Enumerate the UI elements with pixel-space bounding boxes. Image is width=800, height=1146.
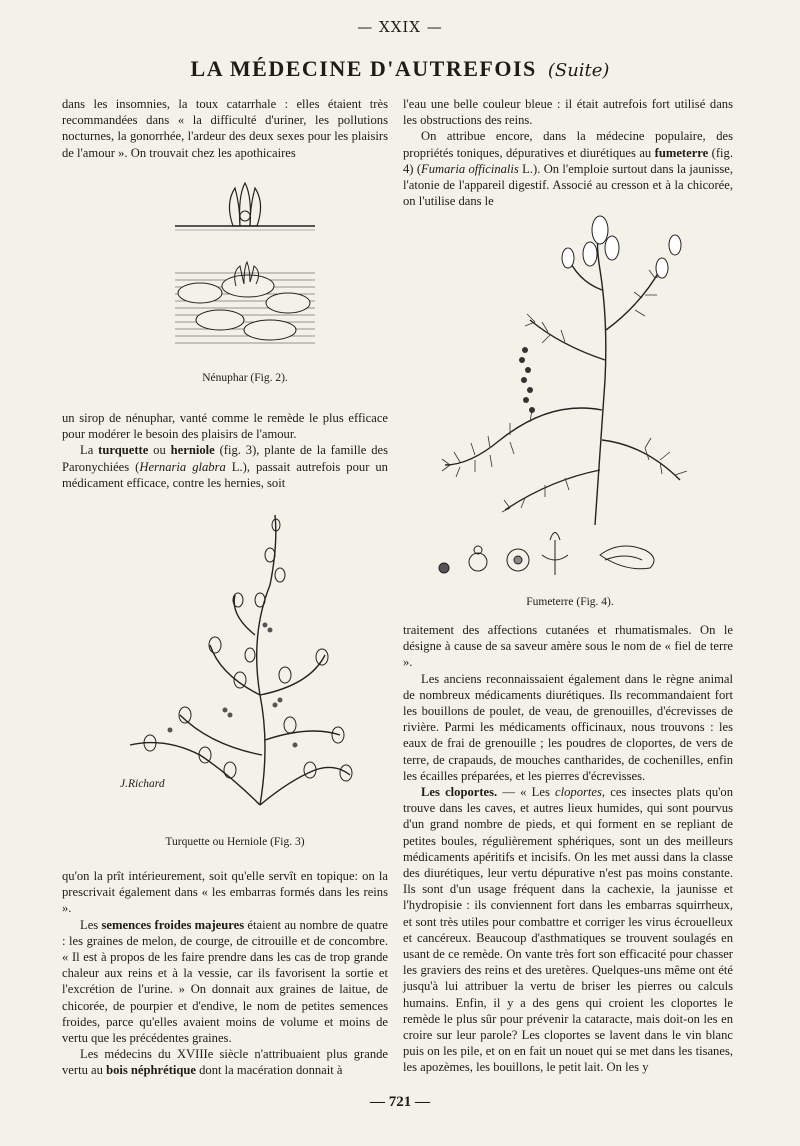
right-col-bottom [403,622,733,1076]
term-herniole: herniole [170,443,215,458]
right-paragraph-4: Les anciens reconnaissaient également dans le règne animal de nombreux médicaments diurétiques. Ils recommandaient fort les bouillons de poulet, de veau, de grenouilles, d'écrevisses de rivière. Parmi les médicaments officinaux, nous trouvons : les eaux de frai de grenouille ; les poudres de cloportes, de vers de terre, de crapauds, de mouches cantharides, de cochenilles, enfin les écailles préparées, et les pierres d'écrevisses. [403,671,733,783]
text-run: L.). On l'emploie surtout dans la jaunisse, l'atonie de l'appareil digestif. Associé au cresson et à la chicorée, on l'utilise dans le [403,161,733,209]
right-paragraph-2 [403,128,733,209]
right-col-top [403,96,733,209]
text-run: Les médecins du XVIIIe siècle n'attribuaient plus grande vertu au [62,1047,388,1078]
text-run: Les [80,917,102,932]
fig3-caption: Turquette ou Herniole (Fig. 3) [165,836,305,848]
text-run: étaient au nombre de quatre : les graines de melon, de courge, de citrouille et de concombre. « Il est à propos de les faire prendre dans les cas de trop grande chaleur aux reins et à la vessie, car ils favorisent la sortie et l'excrétion de l'urine. » On donnait aux graines de laitue, de chicorée, de pourpier et d'endive, le nom de petites semences froides, parce qu'elles avaient moins de volume et moins de vertu que les précédentes graines. [62,917,389,1046]
page-number: — 721 — [370,1094,430,1110]
right-paragraph-3: traitement des affections cutanées et rhumatismales. On le désigne à cause de sa saveur amère sous le nom de « fiel de terre ». [403,623,733,670]
left-col-top [62,96,388,161]
left-paragraph-2: un sirop de nénuphar, vanté comme le remède le plus efficace pour modérer le besoin des plaisirs de l'amour. [62,411,388,442]
fig2-caption: Nénuphar (Fig. 2). [202,372,288,384]
text-run: (fig. 4) ( [403,145,733,176]
left-paragraph-4: qu'on la prît intérieurement, soit qu'elle servît en topique: on la prescrivait également dans « les embarras formés dans les reins ». [62,869,388,916]
title-suite: (Suite) [547,60,610,81]
left-paragraph-5 [62,917,388,1047]
right-paragraph-1: l'eau une belle couleur bleue : il était autrefois fort utilisé dans les obstructions des reins. [403,97,733,128]
term-turquette: turquette [98,443,149,458]
fig4-caption: Fumeterre (Fig. 4). [526,596,614,608]
latin-name: Fumaria officinalis [421,161,519,176]
left-paragraph-3 [62,442,388,491]
text-run: La [80,443,99,458]
term-fumeterre: fumeterre [654,145,709,160]
term-bois-nephretique: bois néphrétique [106,1063,196,1078]
page-roman-numeral: — XXIX — [357,18,443,36]
left-col-bottom [62,868,388,1079]
term-cloportes: Les cloportes. [421,785,498,800]
text-run: L.), passait autrefois pour un médicament efficace, contre les hernies, soit [62,459,388,490]
italic-cloportes: cloportes [555,785,602,800]
turquette-illustration [110,505,360,820]
right-paragraph-5 [403,784,733,1076]
latin-name: Hernaria glabra [139,459,226,474]
nenuphar-illustration [170,178,320,368]
term-semences-froides: semences froides majeures [101,917,245,932]
text-run: (fig. 3), plante de la famille des Paronychiées ( [62,443,388,474]
text-run: — « Les [497,785,556,800]
text-run: On attribue encore, dans la médecine populaire, des propriétés toniques, dépuratives et diurétiques au [403,129,733,160]
text-run: dont la macération donnait à [195,1063,343,1078]
text-run: , ces insectes plats qu'on trouve dans les caves, et autres lieux humides, qui sont pourvus d'un grand nombre de pieds, et qui forment en se repliant de petites boules, régulièrement sphériques, sont un des meilleurs médicaments apéritifs et incisifs. On les met aussi dans la classe des diurétiques, leur vertu dépurative n'est pas moins constante. Ils sont d'un usage fréquent dans la cachexie, la jaunisse et l'hydropisie : ils conviennent fort dans les embarras squirrheux, et sont très utiles pour combattre et corriger les virus écrouelleux et cancéreux. Beaucoup d'asthmatiques se trouvent soulagés en usant de ce remède. On vante très fort son efficacité pour chasser les graviers des reins et des uretères. Quelques-uns même ont été jusqu'à lui attribuer la vertu de briser les pierres ou calculs humains. Enfin, il y a des gens qui croient les cloportes le remède le plus sûr pour prévenir la cataracte, mais doit-on les en croire sur leur parole? Les cloportes se lavent dans le vin blanc puis on les pile, et on en fait un nouet qui se met dans les tisanes, les apozèmes, les bouillons, le petit lait. On les y [403,785,733,1075]
text-run: ou [148,443,171,458]
fumeterre-illustration [430,210,700,590]
article-title [0,56,800,82]
left-paragraph-1: dans les insomnies, la toux catarrhale : elles étaient très recommandées dans « la difficulté d'uriner, les pollutions nocturnes, la gonorrhée, l'ardeur des deux sexes pour les plaisirs de l'amour ». On trouvait chez les apothicaires [62,97,388,160]
title-text: LA MÉDECINE D'AUTREFOIS [190,56,537,81]
fig3-signature: J.Richard [120,778,165,790]
left-paragraph-6 [62,1046,388,1078]
left-col-mid [62,410,388,491]
